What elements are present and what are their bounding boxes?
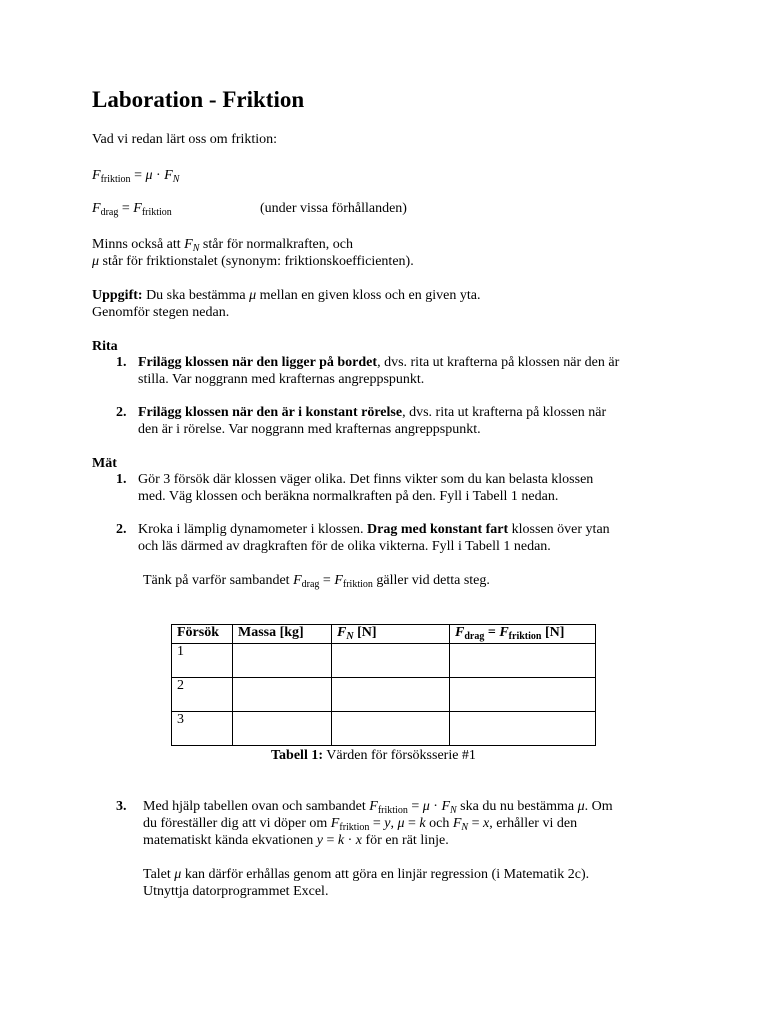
cell-massa[interactable] [233,644,332,678]
measurement-table [171,624,596,746]
formula-note: (under vissa förhållanden) [260,201,407,216]
table-row [172,712,596,746]
rita-item-2-number: 2. [116,405,127,420]
header-massa: Massa [kg] [233,625,332,644]
task-line-2: Genomför stegen nedan. [92,305,230,320]
mat-item-3-line-2: du föreställer dig att vi döper om $F_{friktion} = y$, μ = k och $F_N = x$, erhåller vi den [143,816,578,833]
reminder-line-1: Minns också att $F_N$ står för normalkraften, och [92,237,353,254]
mat-item-3-line-3: matematiskt kända ekvationen y = k · x för en rät linje. [143,833,449,848]
page-title: Laboration - Friktion [92,87,305,112]
cell-fn[interactable] [332,644,450,678]
table-row [172,644,596,678]
table-row [172,678,596,712]
mat-item-1-number: 1. [116,472,127,487]
cell-fdrag[interactable] [450,644,596,678]
cell-fn[interactable] [332,678,450,712]
rita-heading: Rita [92,339,118,354]
cell-fdrag[interactable] [450,678,596,712]
mat-item-3-line-1: Med hjälp tabellen ovan och sambandet $F_{friktion} = \mu \cdot F_N$ ska du nu bestämma μ. Om [143,799,613,816]
rita-item-1-line-2: stilla. Var noggrann med krafternas angreppspunkt. [138,372,425,387]
row-number: 2 [172,678,233,712]
mat-item-2-line-1: Kroka i lämplig dynamometer i klossen. Drag med konstant fart klossen över ytan [138,522,610,537]
rita-item-1-number: 1. [116,355,127,370]
reminder-line-2: μ står för friktionstalet (synonym: friktionskoefficienten). [92,254,414,269]
header-fdrag: $F_{drag} = F_{friktion}$ [N] [450,625,596,644]
mat-item-2-line-2: och läs därmed av dragkraften för de olika vikterna. Fyll i Tabell 1 nedan. [138,539,551,554]
task-line-1: Uppgift: Du ska bestämma μ mellan en given kloss och en given yta. [92,288,481,303]
mat-heading: Mät [92,456,117,471]
row-number: 1 [172,644,233,678]
table-header-row [172,625,596,644]
mat-item-3-number: 3. [116,799,127,814]
cell-massa[interactable] [233,712,332,746]
mat-item-2-number: 2. [116,522,127,537]
mat-item-3-para-2-line-2: Utnyttja datorprogrammet Excel. [143,884,329,899]
formula-drag: $F_{drag} = F_{friktion}$ [92,201,172,218]
rita-item-2-line-1: Frilägg klossen när den är i konstant rörelse, dvs. rita ut krafterna på klossen när [138,405,607,420]
header-forsok: Försök [172,625,233,644]
mat-item-3-para-2-line-1: Talet μ kan därför erhållas genom att göra en linjär regression (i Matematik 2c). [143,867,590,882]
formula-friction: $F_{friktion} = \mu \cdot F_N$ [92,168,180,185]
rita-item-1-line-1: Frilägg klossen när den ligger på bordet, dvs. rita ut krafterna på klossen när den är [138,355,620,370]
intro-text: Vad vi redan lärt oss om friktion: [92,132,278,147]
row-number: 3 [172,712,233,746]
table-caption: Tabell 1: Värden för försöksserie #1 [271,748,476,763]
mat-item-1-line-2: med. Väg klossen och beräkna normalkraften på den. Fyll i Tabell 1 nedan. [138,489,559,504]
cell-fn[interactable] [332,712,450,746]
mat-item-2-think: Tänk på varför sambandet $F_{drag} = F_{friktion}$ gäller vid detta steg. [143,573,490,590]
rita-item-2-line-2: den är i rörelse. Var noggrann med krafternas angreppspunkt. [138,422,481,437]
cell-fdrag[interactable] [450,712,596,746]
header-fn: $F_N$ [N] [332,625,450,644]
mat-item-1-line-1: Gör 3 försök där klossen väger olika. Det finns vikter som du kan belasta klossen [138,472,594,487]
cell-massa[interactable] [233,678,332,712]
